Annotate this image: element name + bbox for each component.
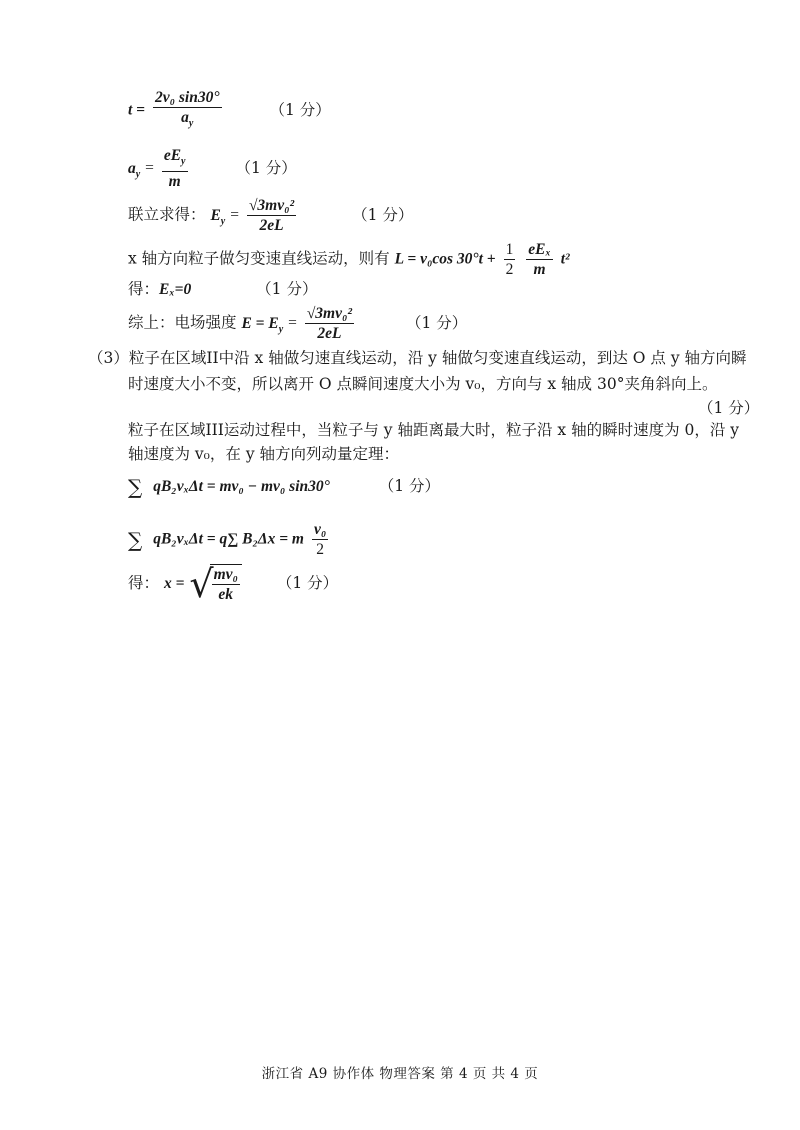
equation-momentum-1: ∑ qB₂vₓΔt = mv₀ − mv₀ sin30° （1 分）	[128, 475, 441, 499]
score: （1 分）	[405, 313, 468, 332]
equation-final-x: 得： x = √ $\frac{\text{mv₀}}{ek}$ （1 分）	[128, 562, 339, 606]
score: （1 分）	[352, 205, 414, 224]
score: （1 分）	[256, 280, 318, 298]
sigma-symbol: ∑	[128, 475, 143, 499]
equation-ex: 得：Eₓ=0 （1 分）	[128, 280, 318, 298]
score: （1 分）	[235, 158, 297, 177]
part3-line1: （3）粒子在区域II中沿 x 轴做匀速直线运动，沿 y 轴做匀变速直线运动，到达 O 点 y 轴方向瞬	[88, 349, 747, 367]
equation-t: t = $\frac{\text{2v₀ sin30°}}{a_y}$ （1 分）	[128, 89, 331, 130]
equation-ey: 联立求得： $E_y$ = $\frac{\text{√3mv₀²}}{2eL}$ （1 分）	[128, 197, 414, 234]
square-root: √ $\frac{\text{mv₀}}{ek}$	[189, 564, 242, 604]
part3-score: （1 分）	[698, 399, 760, 417]
part3-line3: 粒子在区域III运动过程中，当粒子与 y 轴距离最大时，粒子沿 x 轴的瞬时速度为 0，沿 y	[128, 421, 740, 439]
equation-ay: $a_y$ = $\frac{eE_y}{m}$ （1 分）	[128, 147, 297, 191]
sigma-symbol: ∑	[128, 527, 143, 552]
part3-line4: 轴速度为 v₀，在 y 轴方向列动量定理：	[128, 445, 400, 463]
equation-e: 综上：电场强度 $E = E_y$ = $\frac{\text{√3mv₀²}}{2eL}$ （1 分）	[128, 305, 468, 342]
page-footer: 浙江省 A9 协作体 物理答案 第 4 页 共 4 页	[261, 1066, 539, 1082]
part3-line2: 时速度大小不变，所以离开 O 点瞬间速度大小为 v₀，方向与 x 轴成 30°夹角斜向上。	[128, 375, 718, 393]
score: （1 分）	[276, 574, 339, 592]
score: （1 分）	[378, 477, 441, 495]
equation-x-direction: x 轴方向粒子做匀变速直线运动，则有 L = v₀cos 30°t + $\frac{1}{2}$ $\frac{\text{eEₓ}}{m}$ t²	[128, 241, 570, 278]
score: （1 分）	[269, 100, 331, 119]
equation-momentum-2: ∑ qB₂vₓΔt = q∑ B₂Δx = m $\frac{\text{v₀}}{2}$	[128, 521, 327, 558]
part-marker: （3）	[88, 349, 129, 367]
